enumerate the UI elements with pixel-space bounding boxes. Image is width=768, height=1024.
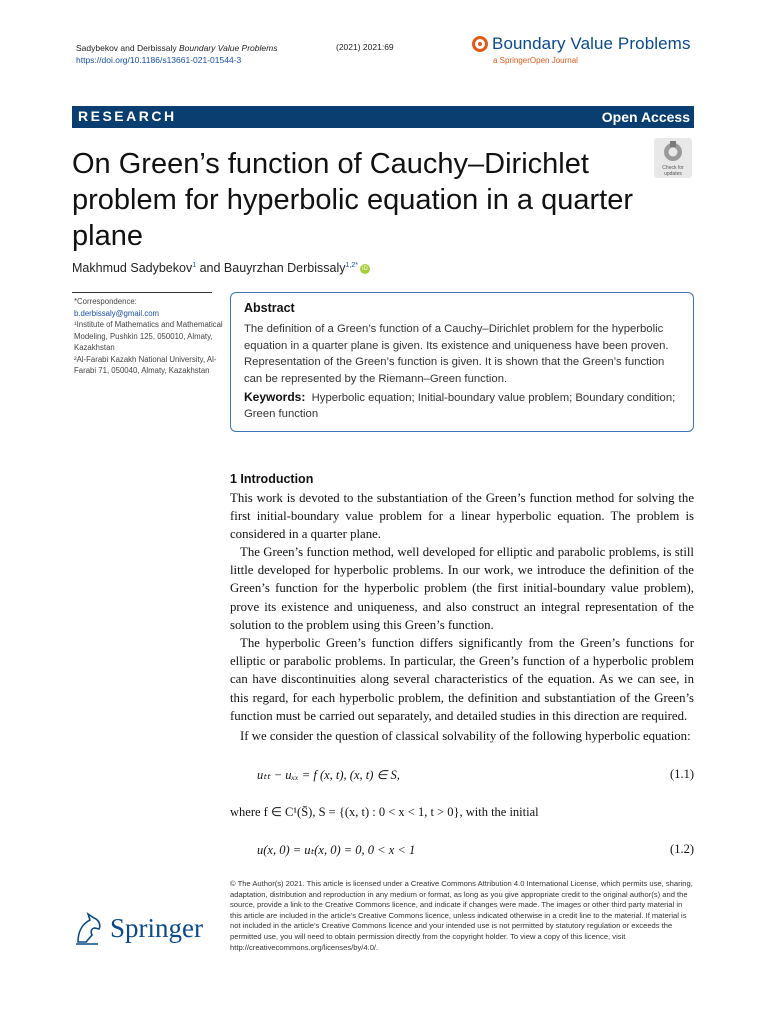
email-link[interactable]: b.derbissaly@gmail.com — [74, 308, 160, 318]
equation-2-number: (1.2) — [670, 842, 694, 856]
springer-name: Springer — [110, 912, 203, 943]
header-journal: Boundary Value Problems — [179, 43, 278, 53]
check-for-updates-icon[interactable] — [654, 138, 692, 178]
badge-line2: updates — [664, 171, 682, 177]
article-title: On Green’s function of Cauchy–Dirichlet problem for hyperbolic equation in a quarter plane — [72, 148, 633, 252]
license-text: © The Author(s) 2021. This article is licensed under a Creative Commons Attribution 4.0 International License, which permits use, sharing, adaptation, distribution and reproduction in any medium or format, as long as you give appropriate credit to the original author(s) and the source, provide a link to the Creative Commons licence, and indicate if changes were made. The images or other third party material in this article are included in the article’s Creative Commons licence, unless indicated otherwise in a credit line to the material. If material is not included in the article’s Creative Commons licence and your intended use is not permitted by statutory regulation or exceeds the permitted use, you will need to obtain permission directly from the copyright holder. To view a copy of this licence, visit http://creativecommons.org/licenses/by/4.0/. — [230, 879, 693, 952]
paragraph-3: The hyperbolic Green’s function differs significantly from the Green’s functions for elliptic or parabolic problems. In particular, the Green’s function of a hyperbolic problem can have discontinuities along several characteristics of the equation. As we can see, in this regard, for each hyperbolic problem, the definition and substantiation of the Green’s function must be carried out separately, and detailed studies in this direction are required. — [230, 636, 694, 723]
doi-link[interactable]: https://doi.org/10.1186/s13661-021-01544-3 — [76, 55, 242, 65]
where-text: where f ∈ C¹(S̄), S = {(x, t) : 0 < x < 1, t > 0}, with the initial — [230, 805, 539, 819]
abstract-text: The definition of a Green’s function of a Cauchy–Dirichlet problem for the hyperbolic equation in a quarter plane is given. Its existence and uniqueness have been proven. Representation of the Green’s function is given. It is shown that the Green’s function can be represented by the Riemann–Green function. — [244, 323, 669, 385]
equation-1-number: (1.1) — [670, 767, 694, 781]
author-2-aff: 1,2* — [345, 261, 358, 269]
abstract-heading: Abstract — [244, 301, 295, 315]
paragraph-4: If we consider the question of classical solvability of the following hyperbolic equation: — [240, 729, 691, 743]
springer-horse-icon — [72, 910, 104, 946]
section-heading: 1 Introduction — [230, 472, 314, 486]
header-authors: Sadybekov and Derbissaly — [76, 43, 177, 53]
paragraph-2: The Green’s function method, well developed for elliptic and parabolic problems, is still little developed for hyperbolic problems. In our work, we introduce the definition of the Green’s function for the hyperbolic problem (the first initial-boundary value problem), prove its existence and uniqueness, and also construct an integral representation of the solution to the problem using this Green’s function. — [230, 545, 694, 632]
author-line — [72, 261, 370, 275]
journal-logo[interactable] — [472, 34, 691, 54]
year-article: (2021) 2021:69 — [336, 42, 394, 52]
badge-line1: Check for — [662, 165, 684, 171]
correspondence-label: *Correspondence: — [74, 297, 137, 306]
correspondence-block — [74, 296, 230, 377]
author-1-aff: 1 — [192, 261, 197, 269]
article-type: RESEARCH — [78, 108, 177, 124]
affiliation-2: ²Al-Farabi Kazakh National University, Al-Farabi 71, 050040, Almaty, Kazakhstan — [74, 354, 217, 375]
equation-2: u(x, 0) = uₜ(x, 0) = 0, 0 < x < 1 — [257, 843, 416, 857]
journal-sub: a SpringerOpen Journal — [493, 56, 578, 65]
journal-logo-name: Boundary Value Problems — [492, 34, 691, 53]
keywords — [244, 389, 682, 422]
author-2[interactable]: Bauyrzhan Derbissaly — [223, 261, 346, 275]
running-header — [76, 42, 277, 66]
sidebar-rule — [72, 292, 212, 293]
journal-logo-icon — [472, 36, 488, 52]
equation-1: uₜₜ − uₓₓ = f (x, t), (x, t) ∈ S, — [257, 768, 400, 782]
open-access-label: Open Access — [601, 109, 690, 125]
author-and: and — [196, 261, 224, 275]
author-1[interactable]: Makhmud Sadybekov — [72, 261, 193, 275]
affiliation-1: ¹Institute of Mathematics and Mathematical Modeling, Pushkin 125, 050010, Almaty, Kazakhstan — [74, 320, 223, 352]
orcid-icon[interactable]: iD — [360, 264, 370, 274]
keywords-label: Keywords: — [244, 390, 306, 404]
springer-logo[interactable] — [72, 910, 203, 946]
paragraph-1: This work is devoted to the substantiation of the Green’s function method for solving the first initial-boundary value problem for a linear hyperbolic equation. The problem is considered in a quarter plane. — [230, 491, 694, 542]
keywords-list: Hyperbolic equation; Initial-boundary value problem; Boundary condition; Green function — [244, 392, 676, 420]
